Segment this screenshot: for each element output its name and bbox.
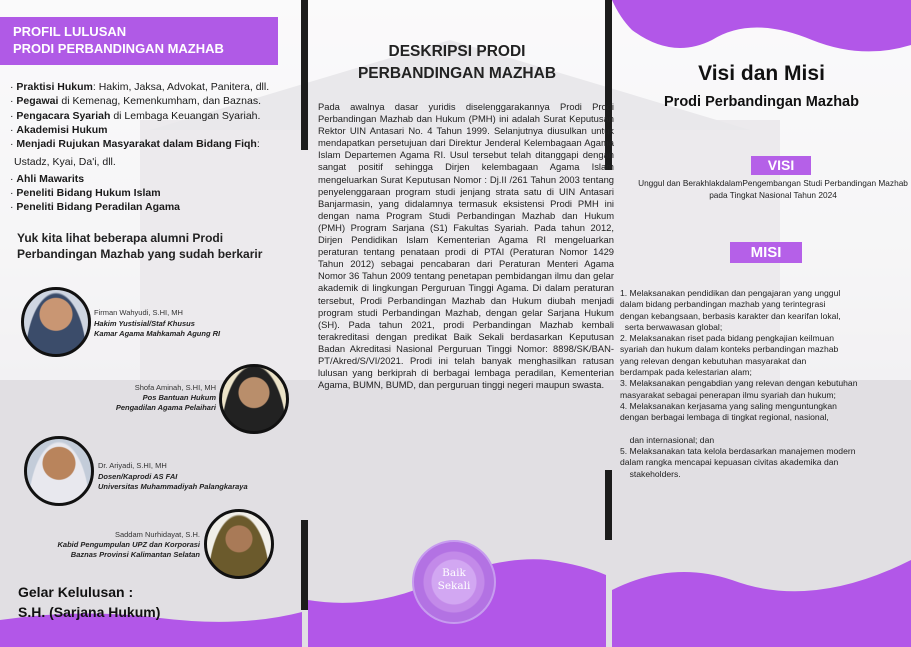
- panel-visi-misi: [612, 0, 911, 647]
- visi-label: VISI: [751, 156, 811, 175]
- deskripsi-title-line2: PERBANDINGAN MAZHAB: [357, 65, 557, 82]
- misi-line: stakeholders.: [620, 468, 681, 479]
- profession-item: · Peneliti Bidang Peradilan Agama: [10, 201, 180, 214]
- profession-bold: Pengacara Syariah: [16, 109, 111, 122]
- profession-item: · Ahli Mawarits: [10, 172, 85, 185]
- alumni-4-name: Saddam Nurhidayat, S.H.: [114, 530, 200, 539]
- misi-line: serta berwawasan global;: [620, 321, 723, 332]
- profession-item: · Praktisi Hukum: Hakim, Jaksa, Advokat, Panitera, dll.: [10, 81, 270, 93]
- profession-bold: Pegawai: [16, 95, 59, 108]
- misi-line: dalam rangka mencapai kepuasan civitas akademika dan: [620, 457, 839, 468]
- visi-text: Unggul dan BerakhlakdalamPengembangan Studi Perbandingan Mazhab pada Tingkat Nasional Tahun 2024: [638, 178, 908, 200]
- alumni-2-name: Shofa Aminah, S.HI, MH: [134, 383, 216, 392]
- misi-line: 5. Melaksanakan tata kelola berdasarkan manajemen modern: [620, 446, 856, 457]
- profil-header-line1: PROFIL LULUSAN: [13, 24, 127, 39]
- seal-line2: Sekali: [437, 580, 471, 592]
- panel-divider-right-bottom: [605, 470, 612, 540]
- alumni-4-role2: Baznas Provinsi Kalimantan Selatan: [70, 550, 200, 559]
- profil-header: [0, 17, 278, 65]
- misi-line: [620, 424, 910, 435]
- misi-line: dengan kebangsaan, berbasis karakter dan kearifan lokal,: [620, 310, 841, 321]
- alumni-3-name: Dr. Ariyadi, S.HI, MH: [98, 461, 167, 470]
- profil-header-line2: PRODI PERBANDINGAN MAZHAB: [13, 41, 224, 56]
- profession-bold: Peneliti Bidang Peradilan Agama: [16, 201, 180, 214]
- gelar-label: Gelar Kelulusan :: [18, 584, 134, 600]
- profession-bold: Ahli Mawarits: [16, 172, 85, 185]
- alumni-2-role1: Pos Bantuan Hukum: [142, 393, 216, 402]
- profession-item: [10, 155, 300, 169]
- alumni-title: Yuk kita lihat beberapa alumni Prodi Perbandingan Mazhab yang sudah berkarir: [17, 231, 263, 261]
- profession-detail: :: [256, 138, 260, 151]
- avatar-alumni-3: [24, 436, 94, 506]
- panel-divider-left-top: [301, 0, 308, 150]
- misi-list: [620, 288, 910, 480]
- alumni-4-role1: Kabid Pengumpulan UPZ dan Korporasi: [57, 540, 200, 549]
- profession-item: · Pengacara Syariah di Lembaga Keuangan Syariah.: [10, 109, 261, 122]
- profession-bold: Praktisi Hukum: [16, 81, 93, 93]
- profession-item: · Peneliti Bidang Hukum Islam: [10, 187, 161, 200]
- profession-detail: Ustadz, Kyai, Da'i, dll.: [14, 156, 116, 169]
- panel-deskripsi-prodi: [308, 0, 614, 647]
- misi-label: MISI: [730, 242, 802, 263]
- seal-line1: Baik: [442, 567, 466, 579]
- misi-line: 2. Melaksanakan riset pada bidang pengkajian keilmuan: [620, 333, 835, 344]
- misi-line: berdampak pada kelestarian alam;: [620, 367, 752, 378]
- deskripsi-title: [308, 41, 606, 85]
- misi-line: dalam bidang perbandingan mazhab yang terintegrasi: [620, 299, 826, 310]
- alumni-2-role2: Pengadilan Agama Pelaihari: [115, 403, 216, 412]
- alumni-1-role1: Hakim Yustisial/Staf Khusus: [94, 319, 195, 328]
- profession-detail: di Kemenag, Kemenkumham, dan Baznas.: [58, 95, 261, 108]
- misi-line: 4. Melaksanakan kerjasama yang saling menguntungkan: [620, 400, 837, 411]
- avatar-alumni-4: [204, 509, 274, 579]
- alumni-3-role1: Dosen/Kaprodi AS FAI: [98, 472, 178, 481]
- profession-item: · Menjadi Rujukan Masyarakat dalam Bidang Fiqh:: [10, 138, 260, 151]
- alumni-1-name: Firman Wahyudi, S.HI, MH: [94, 308, 183, 317]
- avatar-alumni-1: [21, 287, 91, 357]
- profession-item: · Akademisi Hukum: [10, 123, 108, 136]
- profession-bold: Menjadi Rujukan Masyarakat dalam Bidang Fiqh: [16, 138, 257, 151]
- visi-misi-title: Visi dan Misi: [698, 62, 825, 85]
- profession-item: · Pegawai di Kemenag, Kemenkumham, dan Baznas.: [10, 95, 261, 108]
- profession-bold: Akademisi Hukum: [16, 123, 108, 136]
- misi-line: 3. Melaksanakan pengabdian yang relevan dengan kebutuhan: [620, 378, 858, 389]
- avatar-alumni-2: [219, 364, 289, 434]
- profession-list: [10, 80, 300, 215]
- misi-line: yang relevan dengan kebutuhan masyarakat dan: [620, 355, 807, 366]
- visi-misi-subtitle: Prodi Perbandingan Mazhab: [664, 94, 859, 110]
- deskripsi-title-line1: DESKRIPSI PRODI: [388, 43, 526, 60]
- profession-detail: : Hakim, Jaksa, Advokat, Panitera, dll.: [92, 81, 270, 93]
- alumni-3-role2: Universitas Muhammadiyah Palangkaraya: [98, 482, 248, 491]
- panel-profil-lulusan: [0, 0, 302, 647]
- misi-line: dengan berbagai lembaga di tingkat regional, nasional,: [620, 412, 829, 423]
- misi-line: masyarakat sebagai penerapan ilmu syariah dan hukum;: [620, 389, 836, 400]
- misi-line: dan internasional; dan: [620, 434, 715, 445]
- misi-line: syariah dan hukum dalam konteks perbandingan mazhab: [620, 344, 839, 355]
- profession-detail: di Lembaga Keuangan Syariah.: [110, 109, 261, 122]
- misi-line: 1. Melaksanakan pendidikan dan pengajaran yang unggul: [620, 288, 841, 298]
- gelar-value: S.H. (Sarjana Hukum): [18, 604, 161, 620]
- akreditasi-seal-icon: [412, 540, 496, 624]
- gelar-kelulusan: [18, 582, 160, 622]
- panel-divider-left-bottom: [301, 520, 308, 610]
- deskripsi-body: Pada awalnya dasar yuridis diselenggarakannya Prodi Prodi Perbandingan Mazhab dan Hukum (PMH) ini adalah Surat Keputusan Rektor UIN Antasari No. 4 Tahun 1999. Selanjutnya diusulkan untuk mendapatkan persetujuan dari Direktur Jenderal Kelembagaan Agama Islam Departemen Agama RI. Usul tersebut telah ditanggapi dengan sangat positif sehingga Dirjen kelembagaan Agama Islam mengeluarkan Surat Keputusan Nomor : Dj.II /261 Tahun 2003 tentang penyelenggaraan program studi jenjang strata satu di UIN Antasari Banjarmasin, yang didalamnya termasuk eksistensi Prodi PMH ini dengan nama Program Studi Perbandingan Mazhab dan Hukum (PMH) Program Sarjana (S1) Fakultas Syariah. Pada tahun 2012, Dirjen Pendidikan Islam Kementerian Agama RI mengeluarkan peraturan tentang penataan prodi di PTAI (Peraturan Nomor 1429 Tahun 2012) sebagai pencabaran dari Peraturan Menteri Agama Nomor 36 Tahun 2009 tentang penetapan pembidangan ilmu dan gelar akademik di lingkungan Perguruan Tinggi Agama. Di dalam peraturan tersebut, Prodi Perbandingan Mazhab dan Hukum diubah menjadi program studi Perbandingan Mazhab, dengan gelar Sarjana Hukum (SH). Pada tahun 2021, prodi Perbandingan Mazhab kembali terakreditasi dengan predikat Baik Sekali berdasarkan Keputusan Badan Akreditasi Nasional Perguruan Tinggi Nomor: 8898/SK/BAN-PT/Akred/S/VI/2021. Prodi ini telah banyak menghasilkan ratusan lulusan yang berkiprah di berbagai lembaga peradilan, Kementerian Agama, BUMN, BUMD, dan perguruan tinggi negeri maupun swasta.: [318, 101, 614, 391]
- profession-bold: Peneliti Bidang Hukum Islam: [16, 187, 161, 200]
- alumni-1-role2: Kamar Agama Mahkamah Agung RI: [94, 329, 221, 338]
